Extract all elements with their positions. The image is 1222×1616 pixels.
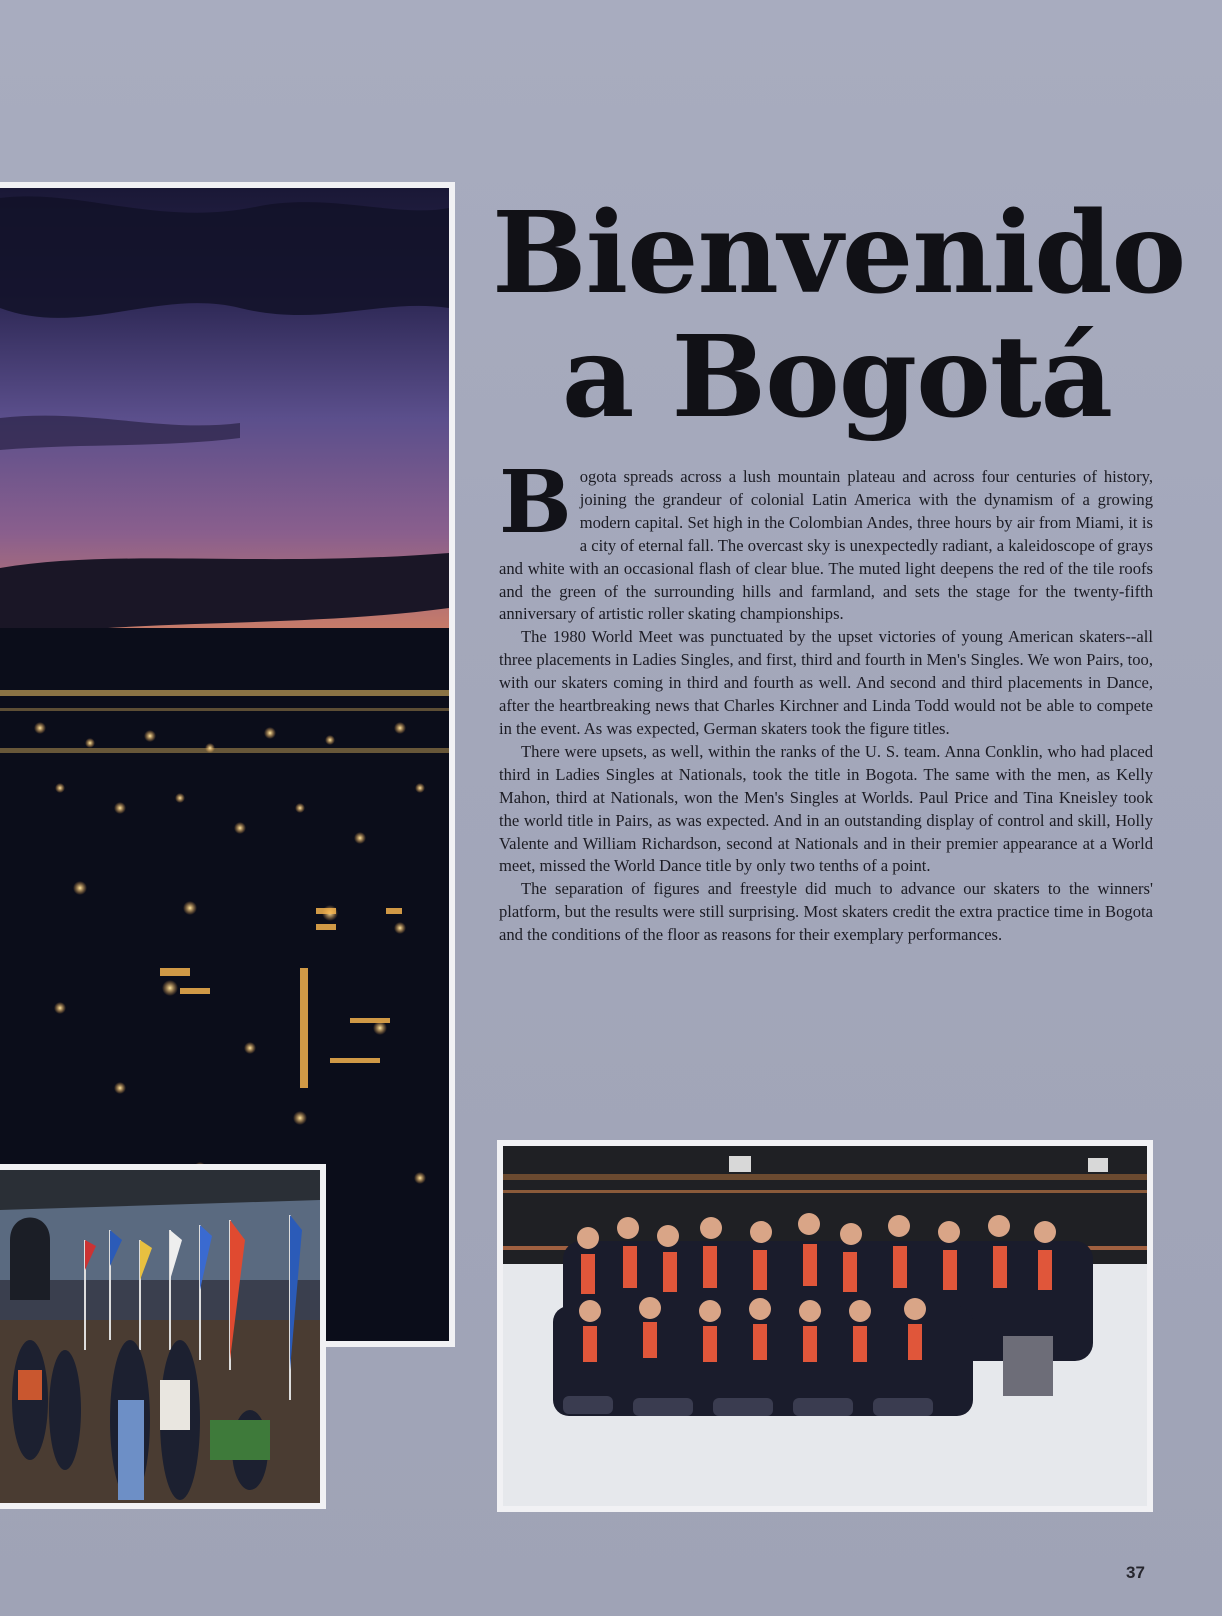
- article-headline: [492, 188, 1186, 443]
- article-paragraph-1: [499, 452, 1153, 626]
- drop-cap: B: [499, 452, 572, 553]
- paragraph-1-text: ogota spreads across a lush mountain plateau and across four centuries of history, joining the grandeur of colonial Latin America with the dynamism of a growing modern capital. Set high in the Colombian Andes, three hours by air from Miami, it is a city of eternal fall. The overcast sky is unexpectedly radiant, a kaleidoscope of grays and white with an occasional flash of clear blue. The muted light deepens the red of the tile roofs and the green of the surrounding hills and farmland, and sets the stage for the twenty-fifth anniversary of artistic roller skating championships.: [499, 467, 1153, 624]
- us-team-group-photo: [497, 1140, 1153, 1512]
- team-photo-image: [503, 1146, 1147, 1506]
- headline-line-1: Bienvenido: [492, 188, 1186, 319]
- article-paragraph-2: The 1980 World Meet was punctuated by the upset victories of young American skaters--all three placements in Ladies Singles, and first, third and fourth in Men's Singles. We won Pairs, too, with our skaters coming in third and fourth as well. And second and third placements in Dance, after the heartbreaking news that Charles Kirchner and Linda Todd would not be able to compete in the event. As was expected, German skaters took the figure titles.: [499, 627, 1153, 738]
- page-number: 37: [1126, 1563, 1145, 1582]
- parade-photo-image: [0, 1170, 320, 1503]
- headline-line-2: a Bogotá: [561, 312, 1113, 443]
- article-paragraph-3: There were upsets, as well, within the ranks of the U. S. team. Anna Conklin, who had placed third in Ladies Singles at Nationals, took the title in Bogota. The same with the men, as Kelly Mahon, third at Nationals, won the Men's Singles at Worlds. Paul Price and Tina Kneisley took the world title in Pairs, as was expected. And in an outstanding display of control and skill, Holly Valente and William Richardson, second at Nationals and in their premier appearance at a World meet, missed the World Dance title by only two tenths of a point.: [499, 741, 1153, 876]
- flag-parade-photo: [0, 1164, 326, 1509]
- article-paragraph-4: The separation of figures and freestyle did much to advance our skaters to the winners' platform, but the results were still surprising. Most skaters credit the extra practice time in Bogota and the conditions of the floor as reasons for their exemplary performances.: [499, 879, 1153, 945]
- article-body: [499, 452, 1153, 947]
